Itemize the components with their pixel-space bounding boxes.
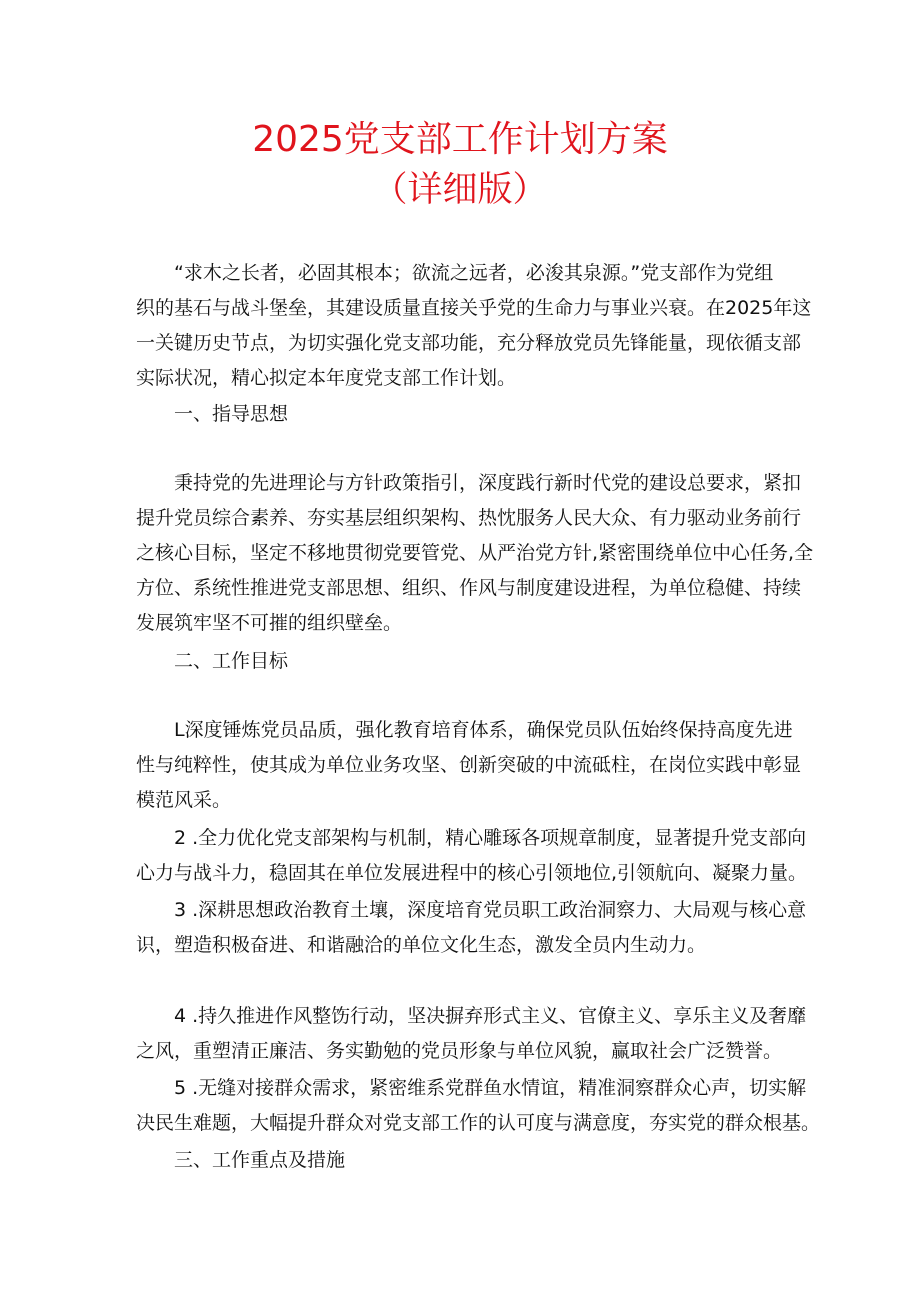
paragraph-line: 心力与战斗力，稳固其在单位发展进程中的核心引领地位,引领航向、凝聚力量。 bbox=[136, 862, 808, 884]
intro-line: 织的基石与战斗堡垒，其建设质量直接关乎党的生命力与事业兴衰。在2025年这 bbox=[136, 297, 812, 319]
goal-item-5 bbox=[136, 1071, 821, 1141]
intro-line: “求木之长者，必固其根本；欲流之远者，必浚其泉源。”党支部作为党组 bbox=[174, 262, 774, 284]
goal-item-4 bbox=[136, 999, 807, 1069]
section-heading-key-tasks: 三、工作重点及措施 bbox=[174, 1149, 346, 1171]
paragraph-line: 2 .全力优化党支部架构与机制，精心雕琢各项规章制度，显著提升党支部向 bbox=[174, 827, 807, 849]
paragraph-line: 发展筑牢坚不可摧的组织壁垒。 bbox=[136, 612, 403, 634]
paragraph-line: 决民生难题，大幅提升群众对党支部工作的认可度与满意度，夯实党的群众根基。 bbox=[136, 1112, 821, 1134]
paragraph-line: 之核心目标，坚定不移地贯彻党要管党、从严治党方针,紧密围绕单位中心任务,全 bbox=[136, 542, 814, 564]
document-subtitle: （详细版） bbox=[372, 170, 548, 210]
paragraph-line: 模范风采。 bbox=[136, 789, 232, 811]
paragraph-line: 3 .深耕思想政治教育土壤，深度培育党员职工政治洞察力、大局观与核心意 bbox=[174, 899, 807, 921]
paragraph-line: 方位、系统性推进党支部思想、组织、作风与制度建设进程，为单位稳健、持续 bbox=[136, 577, 802, 599]
paragraph-line: 提升党员综合素养、夯实基层组织架构、热忱服务人民大众、有力驱动业务前行 bbox=[136, 507, 802, 529]
paragraph-line: 4 .持久推进作风整饬行动，坚决摒弃形式主义、官僚主义、享乐主义及奢靡 bbox=[174, 1005, 807, 1027]
paragraph-line: 识，塑造积极奋进、和谐融洽的单位文化生态，激发全员内生动力。 bbox=[136, 934, 707, 956]
paragraph-line: 性与纯粹性，使其成为单位业务攻坚、创新突破的中流砥柱，在岗位实践中彰显 bbox=[136, 754, 802, 776]
paragraph-line: 之风，重塑清正廉洁、务实勤勉的党员形象与单位风貌，赢取社会广泛赞誉。 bbox=[136, 1040, 783, 1062]
section-heading-guiding-ideology: 一、指导思想 bbox=[174, 403, 289, 425]
guiding-ideology-paragraph bbox=[136, 466, 814, 641]
section-heading-work-goals: 二、工作目标 bbox=[174, 650, 289, 672]
goal-item-2 bbox=[136, 821, 808, 891]
paragraph-line: L深度锤炼党员品质，强化教育培育体系，确保党员队伍始终保持高度先进 bbox=[174, 719, 793, 741]
intro-paragraph bbox=[136, 256, 812, 396]
paragraph-line: 5 .无缝对接群众需求，紧密维系党群鱼水情谊，精准洞察群众心声，切实解 bbox=[174, 1077, 807, 1099]
document-title: 2025党支部工作计划方案 bbox=[252, 119, 668, 160]
goal-item-1 bbox=[136, 713, 802, 818]
paragraph-line: 秉持党的先进理论与方针政策指引，深度践行新时代党的建设总要求，紧扣 bbox=[174, 472, 802, 494]
intro-line: 实际状况，精心拟定本年度党支部工作计划。 bbox=[136, 367, 517, 389]
goal-item-3 bbox=[136, 893, 807, 963]
intro-line: 一关键历史节点，为切实强化党支部功能，充分释放党员先锋能量，现依循支部 bbox=[136, 332, 802, 354]
